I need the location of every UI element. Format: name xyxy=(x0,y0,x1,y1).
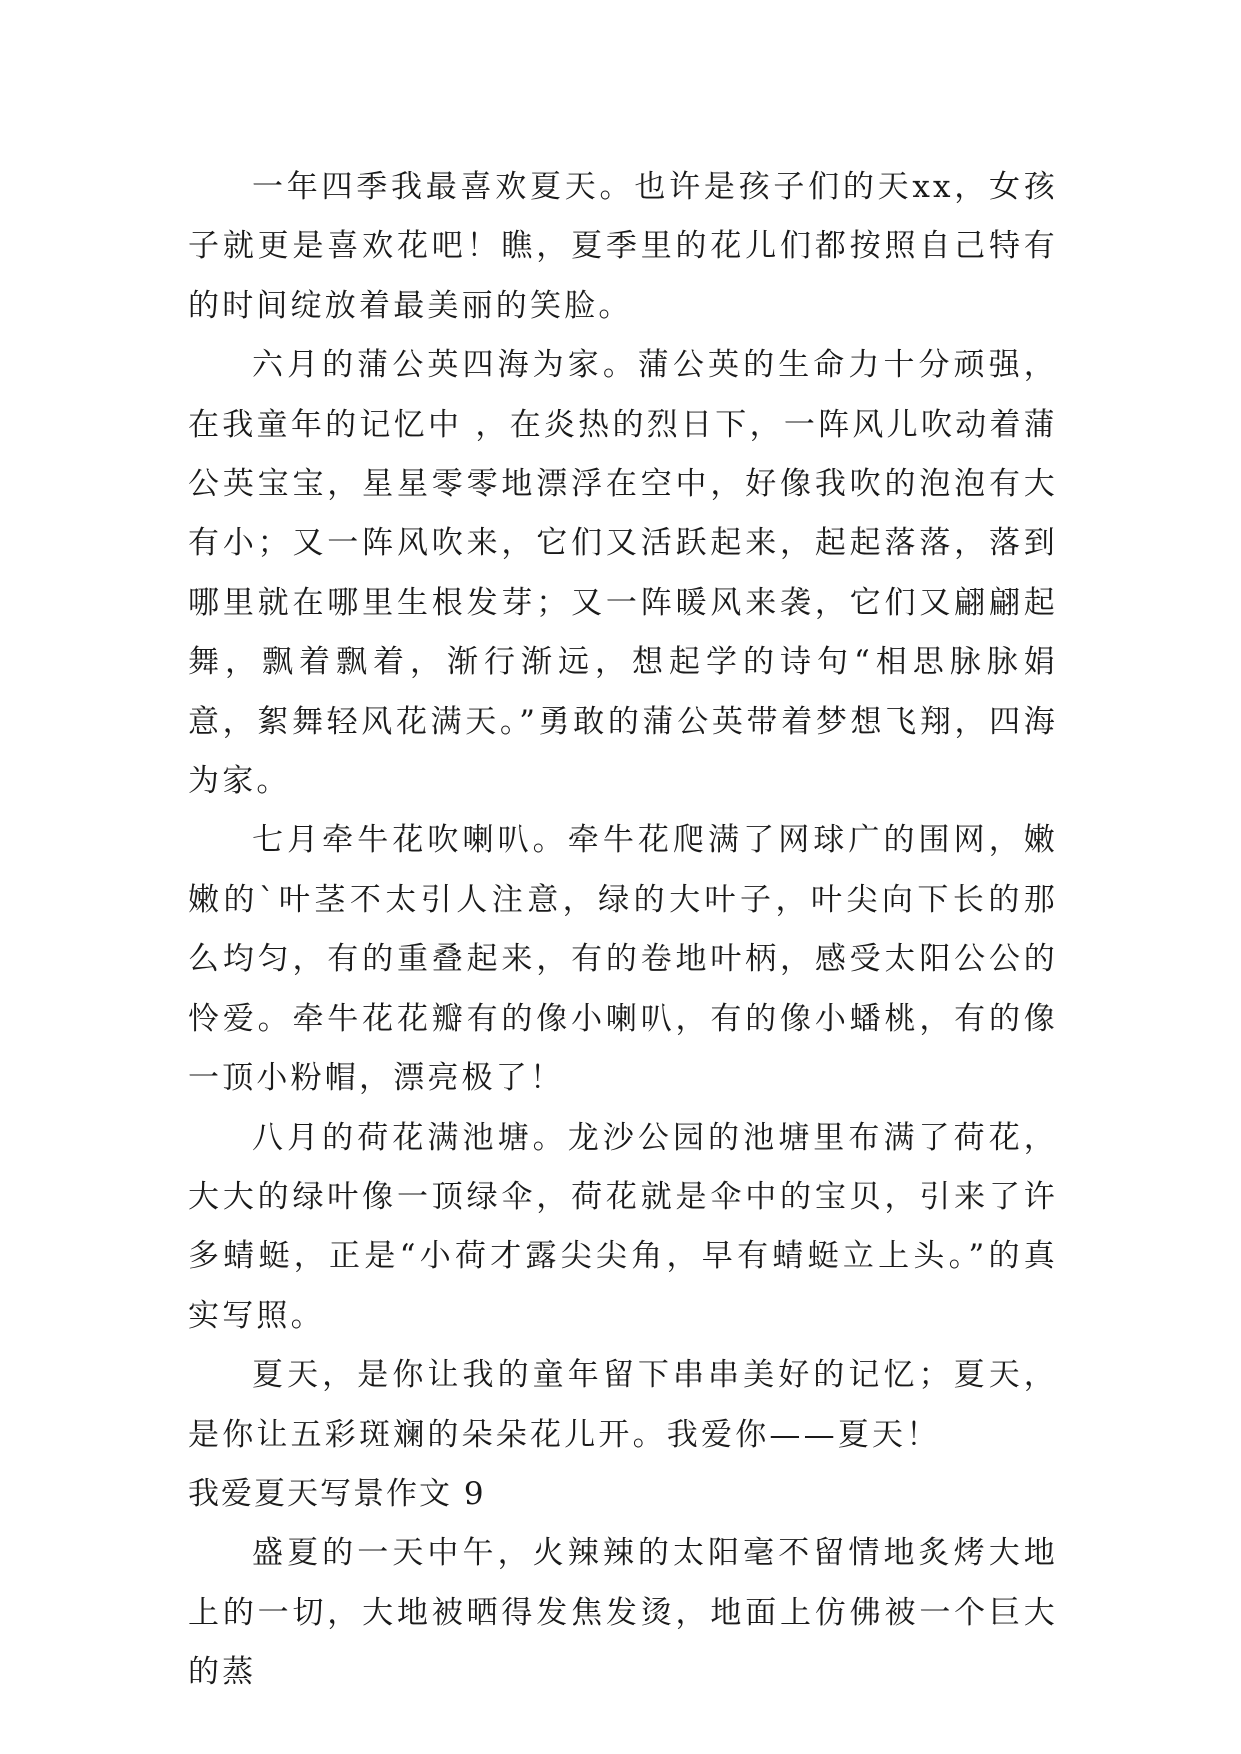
paragraph-midsummer-noon: 盛夏的一天中午，火辣辣的太阳毫不留情地炙烤大地上的一切，大地被晒得发焦发烫，地面上仿佛被一个巨大的蒸 xyxy=(188,1535,1058,1691)
document-body xyxy=(188,158,1058,1703)
paragraph-summer-flowers-intro: 一年四季我最喜欢夏天。也许是孩子们的天xx，女孩子就更是喜欢花吧！瞧，夏季里的花儿们都按照自己特有的时间绽放着最美丽的笑脸。 xyxy=(188,169,1058,324)
paragraph-august-lotus: 八月的荷花满池塘。龙沙公园的池塘里布满了荷花，大大的绿叶像一顶绿伞，荷花就是伞中的宝贝，引来了许多蜻蜓，正是“小荷才露尖尖角，早有蜻蜓立上头。”的真实写照。 xyxy=(188,1119,1058,1334)
paragraph-june-dandelion: 六月的蒲公英四海为家。蒲公英的生命力十分顽强，在我童年的记忆中 ，在炎热的烈日下，一阵风儿吹动着蒲公英宝宝，星星零零地漂浮在空中，好像我吹的泡泡有大有小；又一阵风吹来，它们又活跃起来，起起落落，落到哪里就在哪里生根发芽；又一阵暖风来袭，它们又翩翩起舞，飘着飘着，渐行渐远，想起学的诗句“相思脉脉娟意，絮舞轻风花满天。”勇敢的蒲公英带着梦想飞翔，四海为家。 xyxy=(188,347,1058,800)
paragraph-summer-closing: 夏天，是你让我的童年留下串串美好的记忆；夏天，是你让五彩斑斓的朵朵花儿开。我爱你——夏天！ xyxy=(188,1357,1058,1453)
paragraph-july-morning-glory: 七月牵牛花吹喇叭。牵牛花爬满了网球广的围网，嫩嫩的`叶茎不太引人注意，绿的大叶子，叶尖向下长的那么均匀，有的重叠起来，有的卷地叶柄，感受太阳公公的怜爱。牵牛花花瓣有的像小喇叭，有的像小蟠桃，有的像一顶小粉帽，漂亮极了！ xyxy=(188,822,1058,1097)
essay-heading: 我爱夏天写景作文 9 xyxy=(188,1475,486,1512)
